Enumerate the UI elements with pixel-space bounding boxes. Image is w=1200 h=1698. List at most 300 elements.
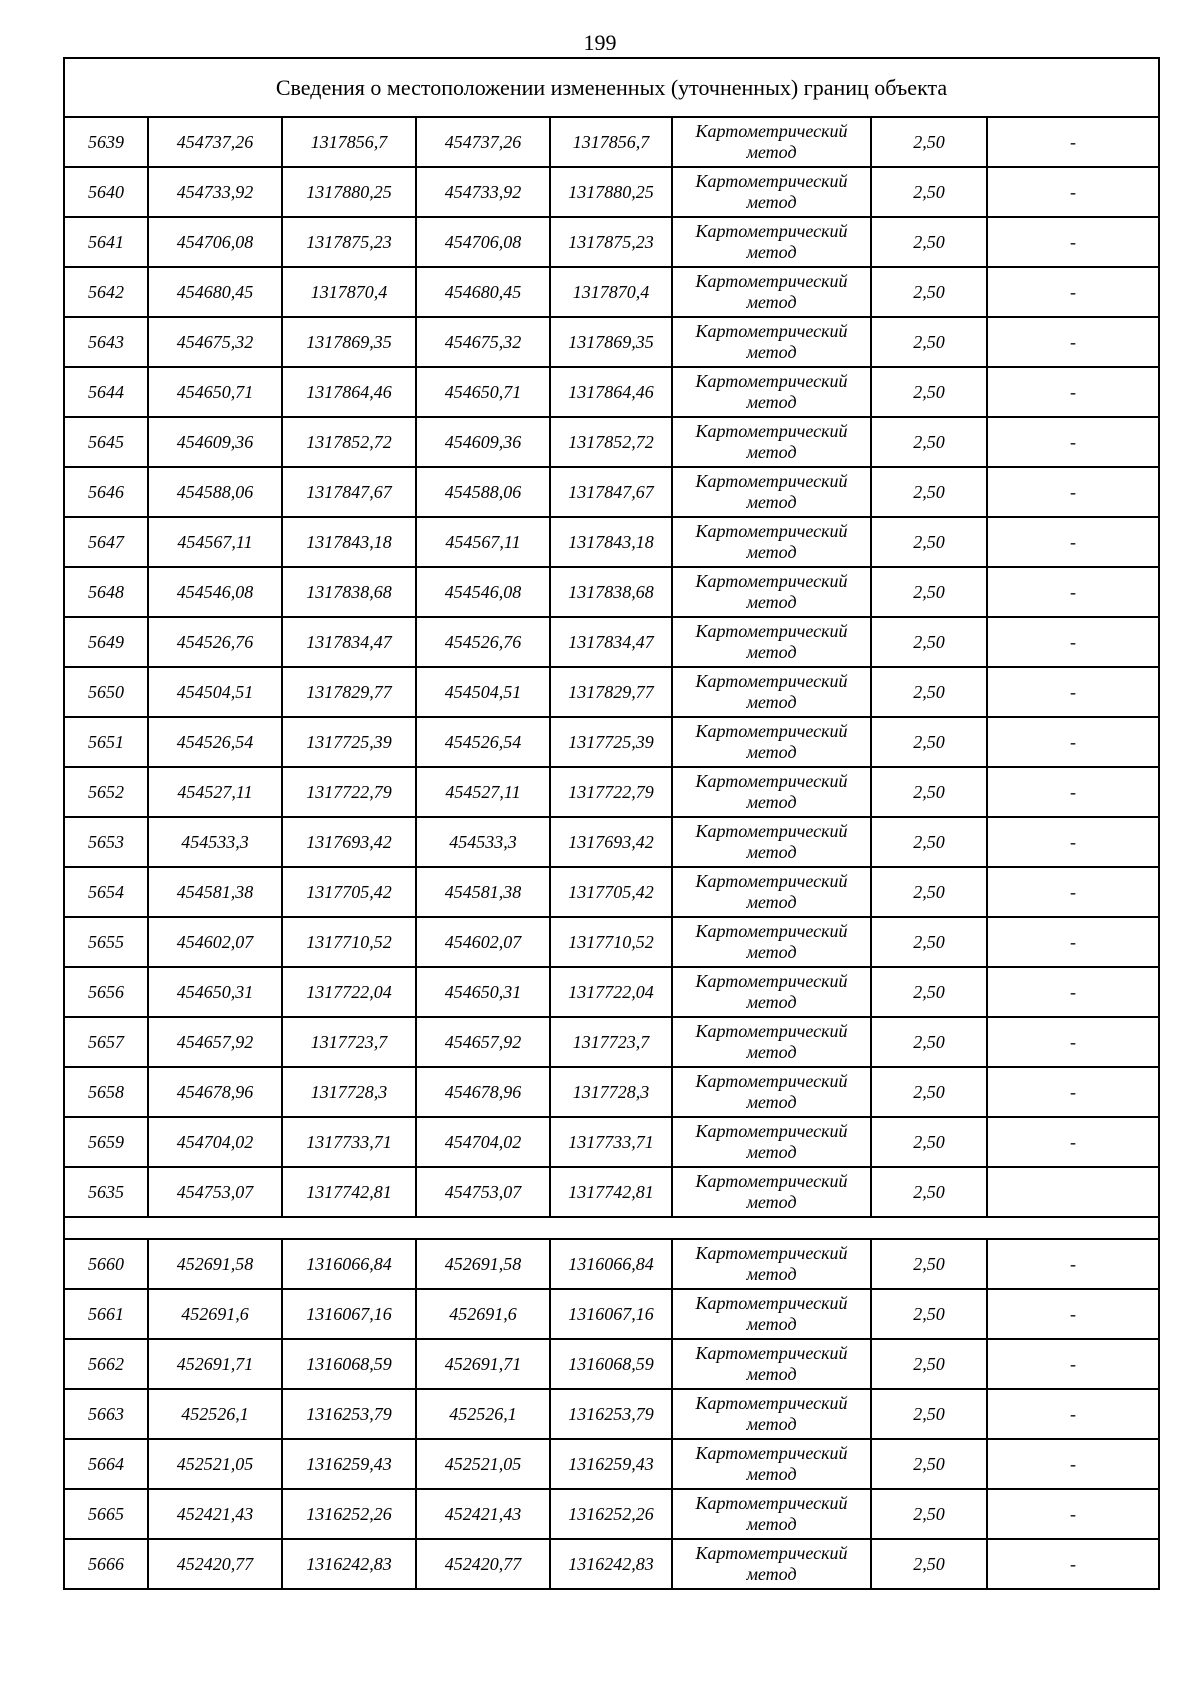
y-new-cell: 1317733,71: [550, 1117, 672, 1167]
description-cell: -: [987, 1339, 1159, 1389]
point-number-cell: 5644: [64, 367, 148, 417]
y-new-cell: 1317869,35: [550, 317, 672, 367]
accuracy-cell: 2,50: [871, 1339, 987, 1389]
y-existing-cell: 1317693,42: [282, 817, 416, 867]
point-number-cell: 5635: [64, 1167, 148, 1217]
method-line-1: Картометрический: [695, 721, 848, 741]
x-new-cell: 454602,07: [416, 917, 550, 967]
y-new-cell: 1317722,79: [550, 767, 672, 817]
y-existing-cell: 1316259,43: [282, 1439, 416, 1489]
method-line-1: Картометрический: [695, 121, 848, 141]
x-existing-cell: 454675,32: [148, 317, 282, 367]
method-line-1: Картометрический: [695, 871, 848, 891]
x-existing-cell: 452691,58: [148, 1239, 282, 1289]
x-existing-cell: 452691,6: [148, 1289, 282, 1339]
x-new-cell: 454680,45: [416, 267, 550, 317]
method-line-2: метод: [746, 1192, 797, 1212]
method-line-1: Картометрический: [695, 771, 848, 791]
x-existing-cell: 454527,11: [148, 767, 282, 817]
x-new-cell: 452691,71: [416, 1339, 550, 1389]
point-number-cell: 5646: [64, 467, 148, 517]
y-new-cell: 1317705,42: [550, 867, 672, 917]
y-existing-cell: 1317834,47: [282, 617, 416, 667]
method-line-1: Картометрический: [695, 1493, 848, 1513]
x-new-cell: 452526,1: [416, 1389, 550, 1439]
method-line-2: метод: [746, 242, 797, 262]
x-existing-cell: 454706,08: [148, 217, 282, 267]
point-number-cell: 5650: [64, 667, 148, 717]
method-line-2: метод: [746, 442, 797, 462]
table-row: [64, 617, 1159, 667]
x-new-cell: 454546,08: [416, 567, 550, 617]
method-line-2: метод: [746, 1564, 797, 1584]
method-line-1: Картометрический: [695, 1443, 848, 1463]
method-line-2: метод: [746, 942, 797, 962]
x-new-cell: 454527,11: [416, 767, 550, 817]
y-new-cell: 1317864,46: [550, 367, 672, 417]
description-cell: -: [987, 267, 1159, 317]
point-number-cell: 5642: [64, 267, 148, 317]
method-line-2: метод: [746, 742, 797, 762]
accuracy-cell: 2,50: [871, 217, 987, 267]
y-new-cell: 1316067,16: [550, 1289, 672, 1339]
table-row: [64, 1439, 1159, 1489]
y-new-cell: 1317725,39: [550, 717, 672, 767]
y-existing-cell: 1316242,83: [282, 1539, 416, 1589]
x-new-cell: 454704,02: [416, 1117, 550, 1167]
x-existing-cell: 454733,92: [148, 167, 282, 217]
method-line-2: метод: [746, 1092, 797, 1112]
x-new-cell: 454657,92: [416, 1017, 550, 1067]
description-cell: -: [987, 417, 1159, 467]
table-row: [64, 467, 1159, 517]
method-cell: [672, 1539, 871, 1589]
x-new-cell: 454706,08: [416, 217, 550, 267]
x-existing-cell: 454567,11: [148, 517, 282, 567]
point-number-cell: 5665: [64, 1489, 148, 1539]
table-row: [64, 867, 1159, 917]
point-number-cell: 5640: [64, 167, 148, 217]
method-line-1: Картометрический: [695, 621, 848, 641]
x-existing-cell: 454657,92: [148, 1017, 282, 1067]
method-line-2: метод: [746, 892, 797, 912]
x-new-cell: 454675,32: [416, 317, 550, 367]
y-existing-cell: 1317838,68: [282, 567, 416, 617]
x-existing-cell: 452521,05: [148, 1439, 282, 1489]
y-existing-cell: 1317856,7: [282, 117, 416, 167]
x-existing-cell: 452691,71: [148, 1339, 282, 1389]
accuracy-cell: 2,50: [871, 1289, 987, 1339]
accuracy-cell: 2,50: [871, 267, 987, 317]
accuracy-cell: 2,50: [871, 817, 987, 867]
y-new-cell: 1317693,42: [550, 817, 672, 867]
method-line-1: Картометрический: [695, 1071, 848, 1091]
table-row: [64, 1117, 1159, 1167]
method-cell: [672, 217, 871, 267]
y-existing-cell: 1316067,16: [282, 1289, 416, 1339]
method-line-2: метод: [746, 842, 797, 862]
method-cell: [672, 567, 871, 617]
accuracy-cell: 2,50: [871, 1489, 987, 1539]
y-new-cell: 1317722,04: [550, 967, 672, 1017]
table-row: [64, 817, 1159, 867]
x-existing-cell: 452526,1: [148, 1389, 282, 1439]
method-line-1: Картометрический: [695, 1021, 848, 1041]
description-cell: -: [987, 1239, 1159, 1289]
method-cell: [672, 1067, 871, 1117]
page-number: 199: [583, 30, 617, 55]
x-new-cell: 452691,6: [416, 1289, 550, 1339]
x-existing-cell: 454581,38: [148, 867, 282, 917]
method-cell: [672, 317, 871, 367]
accuracy-cell: 2,50: [871, 1067, 987, 1117]
y-existing-cell: 1317723,7: [282, 1017, 416, 1067]
description-cell: -: [987, 467, 1159, 517]
table-row: [64, 1339, 1159, 1389]
description-cell: -: [987, 1389, 1159, 1439]
x-new-cell: 452420,77: [416, 1539, 550, 1589]
accuracy-cell: 2,50: [871, 567, 987, 617]
y-existing-cell: 1317843,18: [282, 517, 416, 567]
table-row: [64, 167, 1159, 217]
x-existing-cell: 454526,54: [148, 717, 282, 767]
method-cell: [672, 417, 871, 467]
method-cell: [672, 467, 871, 517]
table-row: [64, 1539, 1159, 1589]
method-cell: [672, 367, 871, 417]
table-row: [64, 217, 1159, 267]
point-number-cell: 5658: [64, 1067, 148, 1117]
method-cell: [672, 267, 871, 317]
y-new-cell: 1316253,79: [550, 1389, 672, 1439]
table-row: [64, 767, 1159, 817]
method-line-1: Картометрический: [695, 421, 848, 441]
method-line-2: метод: [746, 792, 797, 812]
point-number-cell: 5652: [64, 767, 148, 817]
method-cell: [672, 1017, 871, 1067]
method-line-2: метод: [746, 1364, 797, 1384]
x-existing-cell: 452421,43: [148, 1489, 282, 1539]
y-new-cell: 1317856,7: [550, 117, 672, 167]
point-number-cell: 5639: [64, 117, 148, 167]
accuracy-cell: 2,50: [871, 167, 987, 217]
y-existing-cell: 1317864,46: [282, 367, 416, 417]
accuracy-cell: 2,50: [871, 767, 987, 817]
method-cell: [672, 617, 871, 667]
y-existing-cell: 1317710,52: [282, 917, 416, 967]
x-existing-cell: 454678,96: [148, 1067, 282, 1117]
method-line-1: Картометрический: [695, 1343, 848, 1363]
method-cell: [672, 1389, 871, 1439]
method-line-2: метод: [746, 592, 797, 612]
table-row: [64, 1289, 1159, 1339]
method-line-2: метод: [746, 342, 797, 362]
method-line-1: Картометрический: [695, 271, 848, 291]
table-row: [64, 417, 1159, 467]
y-new-cell: 1316068,59: [550, 1339, 672, 1389]
point-number-cell: 5657: [64, 1017, 148, 1067]
table-row: [64, 1067, 1159, 1117]
table-row: [64, 267, 1159, 317]
x-existing-cell: 454533,3: [148, 817, 282, 867]
method-cell: [672, 967, 871, 1017]
y-existing-cell: 1317733,71: [282, 1117, 416, 1167]
x-existing-cell: 454650,31: [148, 967, 282, 1017]
method-line-2: метод: [746, 542, 797, 562]
point-number-cell: 5643: [64, 317, 148, 367]
y-new-cell: 1316252,26: [550, 1489, 672, 1539]
description-cell: -: [987, 917, 1159, 967]
point-number-cell: 5653: [64, 817, 148, 867]
table-title: Сведения о местоположении измененных (уточненных) границ объекта: [64, 58, 1159, 117]
x-new-cell: 452521,05: [416, 1439, 550, 1489]
method-line-2: метод: [746, 192, 797, 212]
y-existing-cell: 1316252,26: [282, 1489, 416, 1539]
method-line-2: метод: [746, 1264, 797, 1284]
x-new-cell: 454650,31: [416, 967, 550, 1017]
y-existing-cell: 1317875,23: [282, 217, 416, 267]
method-line-1: Картометрический: [695, 1543, 848, 1563]
y-new-cell: 1317875,23: [550, 217, 672, 267]
x-existing-cell: 452420,77: [148, 1539, 282, 1589]
description-cell: -: [987, 867, 1159, 917]
accuracy-cell: 2,50: [871, 517, 987, 567]
description-cell: -: [987, 317, 1159, 367]
contour-separator-row: [64, 1217, 1159, 1239]
table-row: [64, 717, 1159, 767]
description-cell: -: [987, 767, 1159, 817]
x-new-cell: 454678,96: [416, 1067, 550, 1117]
description-cell: -: [987, 1067, 1159, 1117]
x-existing-cell: 454609,36: [148, 417, 282, 467]
description-cell: -: [987, 1017, 1159, 1067]
accuracy-cell: 2,50: [871, 1117, 987, 1167]
y-existing-cell: 1317742,81: [282, 1167, 416, 1217]
y-existing-cell: 1317728,3: [282, 1067, 416, 1117]
point-number-cell: 5647: [64, 517, 148, 567]
x-new-cell: 454753,07: [416, 1167, 550, 1217]
x-new-cell: 452691,58: [416, 1239, 550, 1289]
description-cell: -: [987, 817, 1159, 867]
method-line-2: метод: [746, 392, 797, 412]
accuracy-cell: 2,50: [871, 917, 987, 967]
description-cell: -: [987, 1489, 1159, 1539]
table-row: [64, 667, 1159, 717]
x-new-cell: 454533,3: [416, 817, 550, 867]
accuracy-cell: 2,50: [871, 1539, 987, 1589]
method-cell: [672, 867, 871, 917]
method-cell: [672, 1489, 871, 1539]
x-existing-cell: 454588,06: [148, 467, 282, 517]
table-row: [64, 1167, 1159, 1217]
method-line-1: Картометрический: [695, 1393, 848, 1413]
accuracy-cell: 2,50: [871, 117, 987, 167]
method-cell: [672, 517, 871, 567]
method-line-1: Картометрический: [695, 221, 848, 241]
method-cell: [672, 1239, 871, 1289]
method-line-1: Картометрический: [695, 521, 848, 541]
method-line-1: Картометрический: [695, 921, 848, 941]
description-cell: -: [987, 667, 1159, 717]
table-row: [64, 317, 1159, 367]
method-line-2: метод: [746, 1414, 797, 1434]
point-number-cell: 5655: [64, 917, 148, 967]
table-row: [64, 917, 1159, 967]
accuracy-cell: 2,50: [871, 1167, 987, 1217]
method-line-2: метод: [746, 1142, 797, 1162]
method-line-2: метод: [746, 292, 797, 312]
y-new-cell: 1317723,7: [550, 1017, 672, 1067]
y-new-cell: 1317728,3: [550, 1067, 672, 1117]
method-line-2: метод: [746, 692, 797, 712]
x-existing-cell: 454504,51: [148, 667, 282, 717]
y-existing-cell: 1317705,42: [282, 867, 416, 917]
description-cell: -: [987, 967, 1159, 1017]
method-line-1: Картометрический: [695, 171, 848, 191]
boundary-coordinates-table: [63, 57, 1160, 1590]
accuracy-cell: 2,50: [871, 467, 987, 517]
method-cell: [672, 767, 871, 817]
y-existing-cell: 1317869,35: [282, 317, 416, 367]
method-line-1: Картометрический: [695, 971, 848, 991]
point-number-cell: 5654: [64, 867, 148, 917]
y-existing-cell: 1317722,79: [282, 767, 416, 817]
x-existing-cell: 454737,26: [148, 117, 282, 167]
table-row: [64, 367, 1159, 417]
y-new-cell: 1317710,52: [550, 917, 672, 967]
x-new-cell: 454588,06: [416, 467, 550, 517]
y-new-cell: 1317838,68: [550, 567, 672, 617]
table-row: [64, 1017, 1159, 1067]
y-new-cell: 1317843,18: [550, 517, 672, 567]
y-new-cell: 1317852,72: [550, 417, 672, 467]
x-new-cell: 452421,43: [416, 1489, 550, 1539]
y-new-cell: 1317847,67: [550, 467, 672, 517]
method-cell: [672, 1117, 871, 1167]
accuracy-cell: 2,50: [871, 1439, 987, 1489]
method-cell: [672, 917, 871, 967]
method-line-2: метод: [746, 492, 797, 512]
y-new-cell: 1317742,81: [550, 1167, 672, 1217]
method-line-1: Картометрический: [695, 571, 848, 591]
point-number-cell: 5660: [64, 1239, 148, 1289]
method-line-1: Картометрический: [695, 1243, 848, 1263]
description-cell: -: [987, 167, 1159, 217]
y-existing-cell: 1317880,25: [282, 167, 416, 217]
description-cell: -: [987, 367, 1159, 417]
point-number-cell: 5663: [64, 1389, 148, 1439]
description-cell: [987, 1167, 1159, 1217]
method-cell: [672, 117, 871, 167]
accuracy-cell: 2,50: [871, 667, 987, 717]
method-line-2: метод: [746, 1042, 797, 1062]
x-new-cell: 454609,36: [416, 417, 550, 467]
x-existing-cell: 454704,02: [148, 1117, 282, 1167]
x-new-cell: 454650,71: [416, 367, 550, 417]
y-new-cell: 1317880,25: [550, 167, 672, 217]
point-number-cell: 5659: [64, 1117, 148, 1167]
method-line-1: Картометрический: [695, 821, 848, 841]
method-cell: [672, 1167, 871, 1217]
accuracy-cell: 2,50: [871, 1239, 987, 1289]
method-cell: [672, 1339, 871, 1389]
x-new-cell: 454581,38: [416, 867, 550, 917]
method-line-1: Картометрический: [695, 1293, 848, 1313]
x-existing-cell: 454526,76: [148, 617, 282, 667]
contour-separator-cell: [64, 1217, 1159, 1239]
point-number-cell: 5662: [64, 1339, 148, 1389]
method-line-2: метод: [746, 1514, 797, 1534]
description-cell: -: [987, 617, 1159, 667]
accuracy-cell: 2,50: [871, 717, 987, 767]
point-number-cell: 5656: [64, 967, 148, 1017]
table-row: [64, 1239, 1159, 1289]
point-number-cell: 5649: [64, 617, 148, 667]
table-row: [64, 1389, 1159, 1439]
method-line-1: Картометрический: [695, 1121, 848, 1141]
point-number-cell: 5648: [64, 567, 148, 617]
y-existing-cell: 1316068,59: [282, 1339, 416, 1389]
description-cell: -: [987, 517, 1159, 567]
method-line-2: метод: [746, 992, 797, 1012]
y-new-cell: 1317834,47: [550, 617, 672, 667]
method-line-1: Картометрический: [695, 1171, 848, 1191]
table-row: [64, 517, 1159, 567]
table-title-row: [64, 58, 1159, 117]
method-cell: [672, 167, 871, 217]
method-line-1: Картометрический: [695, 671, 848, 691]
table-row: [64, 567, 1159, 617]
method-cell: [672, 817, 871, 867]
y-existing-cell: 1316253,79: [282, 1389, 416, 1439]
y-new-cell: 1317870,4: [550, 267, 672, 317]
point-number-cell: 5664: [64, 1439, 148, 1489]
x-new-cell: 454567,11: [416, 517, 550, 567]
point-number-cell: 5651: [64, 717, 148, 767]
point-number-cell: 5641: [64, 217, 148, 267]
accuracy-cell: 2,50: [871, 317, 987, 367]
y-new-cell: 1316066,84: [550, 1239, 672, 1289]
accuracy-cell: 2,50: [871, 367, 987, 417]
x-new-cell: 454526,76: [416, 617, 550, 667]
point-number-cell: 5661: [64, 1289, 148, 1339]
description-cell: -: [987, 717, 1159, 767]
y-existing-cell: 1317852,72: [282, 417, 416, 467]
method-cell: [672, 667, 871, 717]
method-cell: [672, 1289, 871, 1339]
description-cell: -: [987, 117, 1159, 167]
x-new-cell: 454737,26: [416, 117, 550, 167]
y-new-cell: 1317829,77: [550, 667, 672, 717]
y-existing-cell: 1317829,77: [282, 667, 416, 717]
table-row: [64, 117, 1159, 167]
x-new-cell: 454504,51: [416, 667, 550, 717]
y-new-cell: 1316242,83: [550, 1539, 672, 1589]
method-line-2: метод: [746, 142, 797, 162]
accuracy-cell: 2,50: [871, 867, 987, 917]
y-new-cell: 1316259,43: [550, 1439, 672, 1489]
y-existing-cell: 1317722,04: [282, 967, 416, 1017]
point-number-cell: 5645: [64, 417, 148, 467]
description-cell: -: [987, 567, 1159, 617]
description-cell: -: [987, 217, 1159, 267]
method-line-2: метод: [746, 1314, 797, 1334]
description-cell: -: [987, 1117, 1159, 1167]
method-cell: [672, 1439, 871, 1489]
description-cell: -: [987, 1289, 1159, 1339]
description-cell: -: [987, 1539, 1159, 1589]
accuracy-cell: 2,50: [871, 1389, 987, 1439]
